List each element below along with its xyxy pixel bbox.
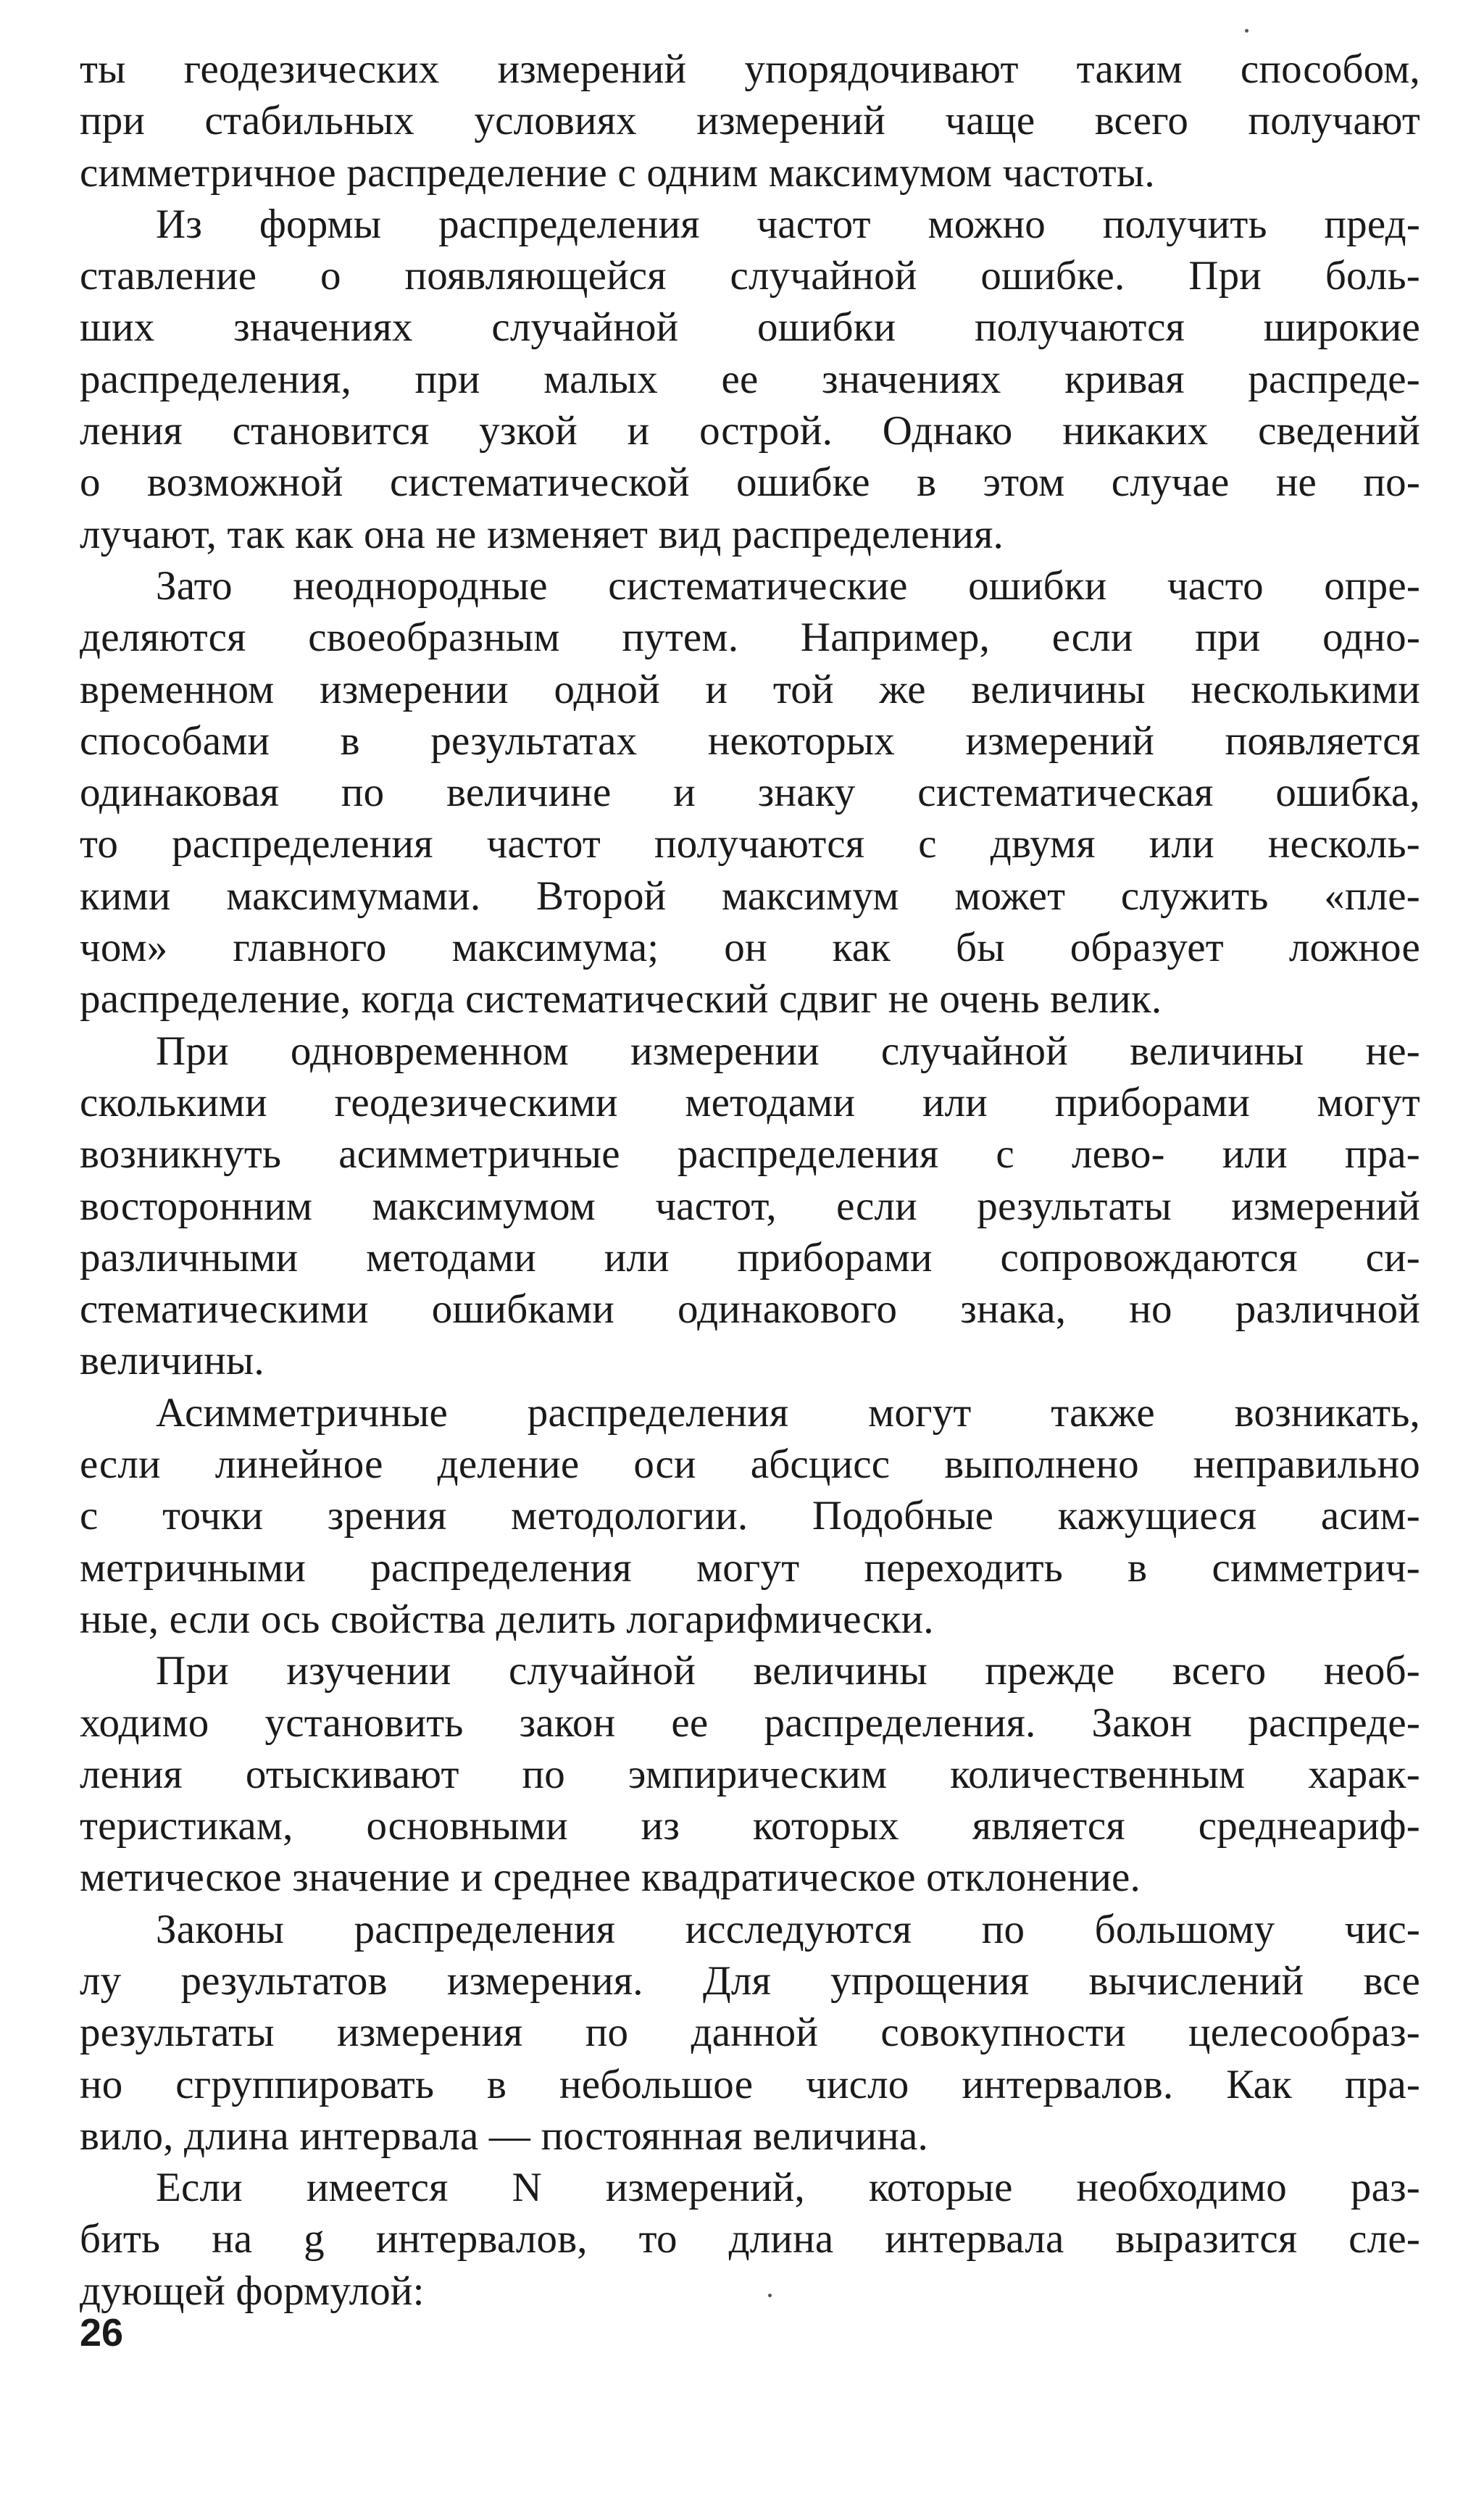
text-line: бить на g интервалов, то длина интервала выразится сле- — [80, 2216, 1420, 2262]
text-line: ходимо установить закон ее распределения. Закон распреде- — [80, 1699, 1420, 1746]
text-line: ты геодезических измерений упорядочивают таким способом, — [80, 46, 1420, 92]
text-line: при стабильных условиях измерений чаще всего получают — [80, 98, 1420, 144]
text-line: лучают, так как она не изменяет вид распределения. — [80, 511, 1004, 557]
text-line: деляются своеобразным путем. Например, если при одно- — [80, 615, 1420, 661]
text-line: ставление о появляющейся случайной ошибке. При боль- — [80, 253, 1420, 299]
page-text — [80, 43, 1420, 2317]
text-line: симметричное распределение с одним максимумом частоты. — [80, 149, 1155, 196]
text-line: кими максимумами. Второй максимум может служить «пле- — [80, 873, 1420, 919]
text-line: о возможной систематической ошибке в этом случае не по- — [80, 459, 1420, 506]
text-line: возникнуть асимметричные распределения с лево- или пра- — [80, 1131, 1420, 1178]
print-speck — [768, 2294, 772, 2297]
text-line: то распределения частот получаются с двумя или несколь- — [80, 821, 1420, 867]
text-line: различными методами или приборами сопровождаются си- — [80, 1234, 1420, 1281]
text-line: распределения, при малых ее значениях кривая распреде- — [80, 356, 1420, 402]
text-line: Законы распределения исследуются по большому чис- — [156, 1906, 1420, 1952]
text-line: сколькими геодезическими методами или приборами могут — [80, 1079, 1420, 1125]
text-line: Из формы распределения частот можно получить пред- — [156, 201, 1420, 247]
text-line: вило, длина интервала — постоянная величина. — [80, 2112, 928, 2159]
text-line: При одновременном измерении случайной величины не- — [156, 1028, 1420, 1074]
text-line: восторонним максимумом частот, если результаты измерений — [80, 1183, 1420, 1229]
text-line: метричными распределения могут переходить в симметрич- — [80, 1544, 1420, 1591]
text-line: теристикам, основными из которых является среднеариф- — [80, 1803, 1420, 1849]
text-line: Асимметричные распределения могут также возникать, — [156, 1389, 1420, 1436]
text-line: стематическими ошибками одинакового знака, но различной — [80, 1286, 1420, 1333]
text-line: но сгруппировать в небольшое число интервалов. Как пра- — [80, 2061, 1420, 2107]
text-line: одинаковая по величине и знаку систематическая ошибка, — [80, 770, 1420, 816]
text-line: Зато неоднородные систематические ошибки часто опре- — [156, 562, 1420, 609]
text-line: ших значениях случайной ошибки получаются широкие — [80, 304, 1420, 351]
page-number: 26 — [80, 2311, 124, 2355]
text-line: дующей формулой: — [80, 2268, 425, 2314]
text-line: ные, если ось свойства делить логарифмически. — [80, 1596, 934, 1642]
text-line: При изучении случайной величины прежде всего необ- — [156, 1648, 1420, 1694]
text-line: если линейное деление оси абсцисс выполнено неправильно — [80, 1441, 1420, 1488]
text-line: распределение, когда систематический сдвиг не очень велик. — [80, 976, 1162, 1023]
text-line: ления становится узкой и острой. Однако никаких сведений — [80, 408, 1420, 454]
text-line: результаты измерения по данной совокупности целесообраз- — [80, 2010, 1420, 2056]
print-speck — [1245, 29, 1249, 33]
text-line: Если имеется N измерений, которые необходимо раз- — [156, 2165, 1420, 2211]
text-line: метическое значение и среднее квадратическое отклонение. — [80, 1854, 1141, 1901]
text-line: временном измерении одной и той же величины несколькими — [80, 666, 1420, 712]
text-line: лу результатов измерения. Для упрощения вычислений все — [80, 1957, 1420, 2004]
text-line: чом» главного максимума; он как бы образует ложное — [80, 925, 1420, 971]
text-line: с точки зрения методологии. Подобные кажущиеся асим- — [80, 1493, 1420, 1539]
text-line: способами в результатах некоторых измерений появляется — [80, 717, 1420, 764]
text-line: величины. — [80, 1338, 264, 1384]
text-line: ления отыскивают по эмпирическим количественным харак- — [80, 1751, 1420, 1797]
